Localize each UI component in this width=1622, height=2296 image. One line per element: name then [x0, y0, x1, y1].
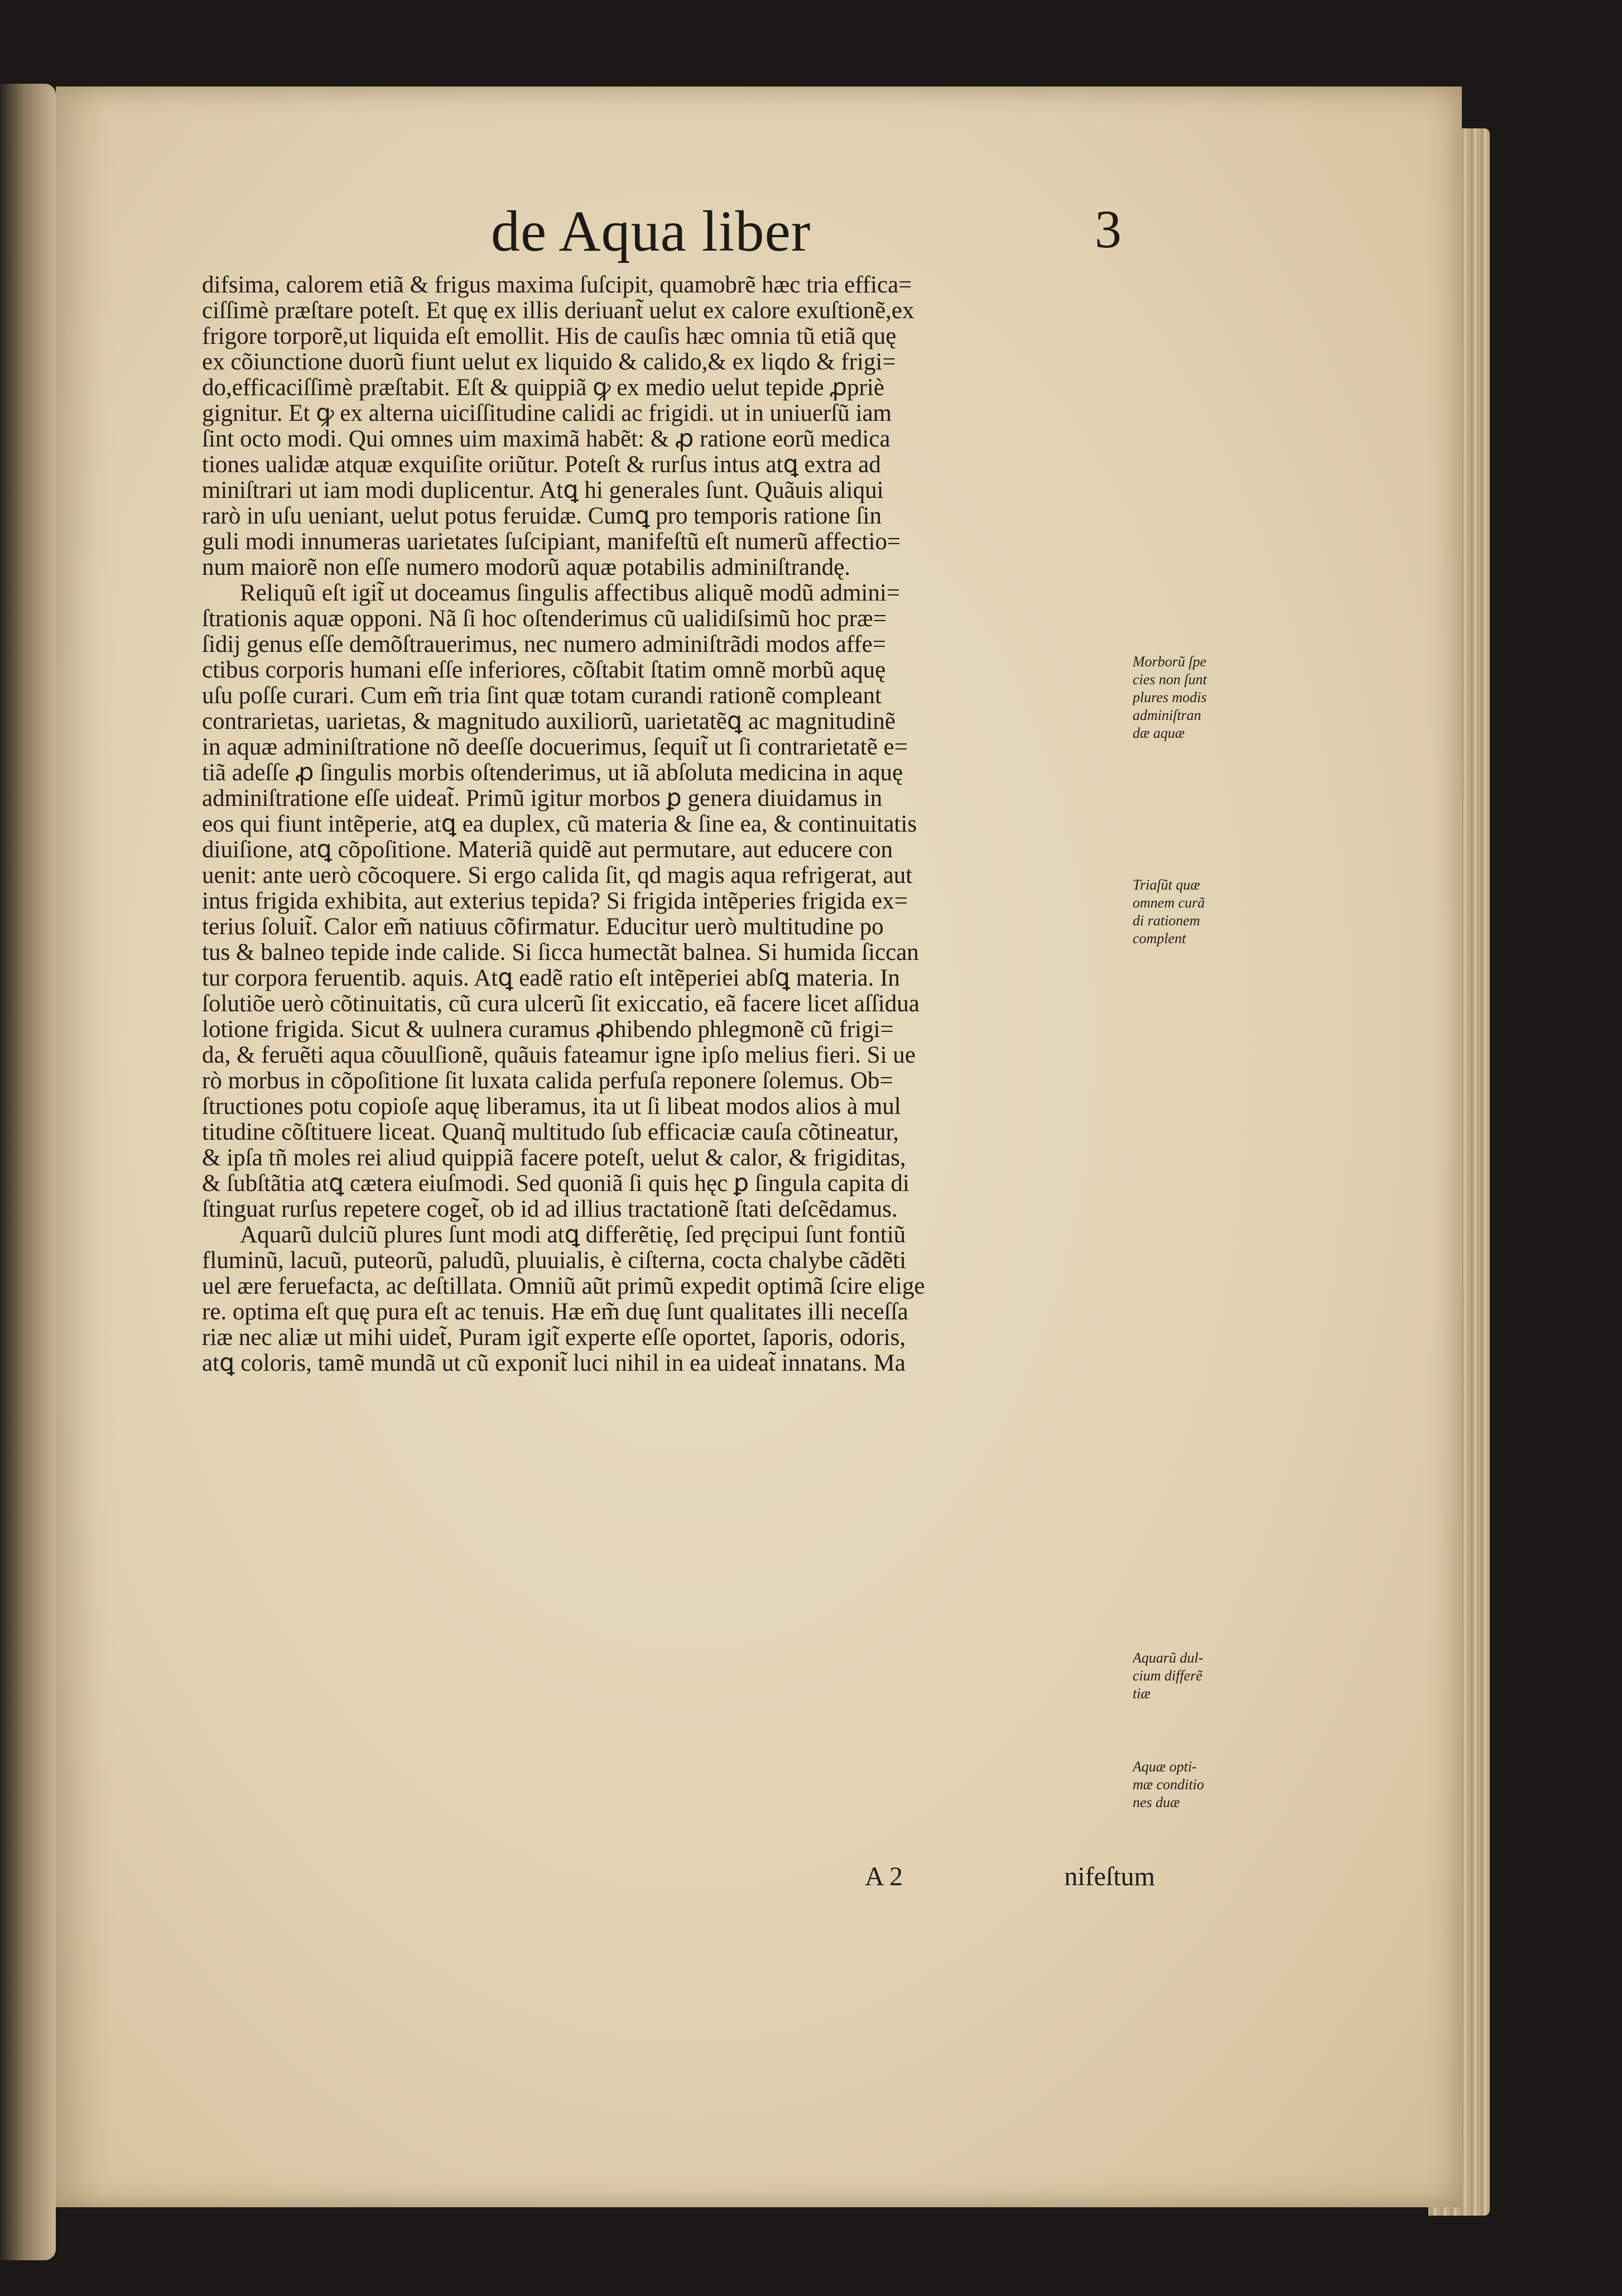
text-line: gignitur. Et ꝙ ex alterna uiciſſitudine calidi ac frigidi. ut in uniuerſũ iam [202, 401, 892, 426]
page-footer [865, 1861, 1155, 1900]
text-line: tiã adeſſe ꝓ ſingulis morbis oſtenderimus, ut iã abſoluta medicina in aquę [202, 760, 903, 786]
text-line: uenit: ante uerò cõcoquere. Si ergo calida ſit, qd magis aqua refrigerat, aut [202, 863, 913, 888]
running-header [491, 198, 1133, 265]
text-line: do,efficaciſſimè præſtabit. Eſt & quippiã ꝙ ex medio uelut tepide ꝓpriè [202, 375, 884, 401]
paragraph-start-line: Aquarũ dulciũ plures ſunt modi atꝗ differẽtię, ſed pręcipui ſunt fontiũ [240, 1222, 906, 1248]
marginal-note-line: adminiſtran [1133, 707, 1201, 723]
text-line: difsima, calorem etiã & frigus maxima ſuſcipit, quamobrẽ hæc tria effica= [202, 272, 912, 298]
text-line: titudine cõſtituere liceat. Quanq̃ multitudo ſub efficaciæ cauſa cõtineatur, [202, 1120, 899, 1145]
marginal-note-line: Aquarũ dul- [1133, 1650, 1204, 1666]
text-line: in aquæ adminiſtratione nõ deeſſe docuerimus, ſequit̃ ut ſi contrarietatẽ e= [202, 734, 908, 760]
text-line: guli modi innumeras uarietates ſuſcipiant, manifeſtũ eſt numerũ affectio= [202, 529, 901, 555]
signature-mark: A 2 [865, 1862, 903, 1891]
text-line: tus & balneo tepide inde calide. Si ſicca humectãt balnea. Si humida ſiccan [202, 940, 919, 966]
marginal-note-line: dæ aquæ [1133, 725, 1185, 741]
text-line: frigore torporẽ,ut liquida eſt emollit. His de cauſis hæc omnia tũ etiã quę [202, 324, 897, 349]
text-line: ſtructiones potu copioſe aquę liberamus, ita ut ſi libeat modos alios à mul [202, 1094, 901, 1120]
marginal-note [1133, 876, 1244, 948]
marginal-note-line: tiæ [1133, 1685, 1151, 1702]
marginal-note-line: omnem curã [1133, 895, 1205, 911]
text-line: ſint octo modi. Qui omnes uim maximã habẽt: & ꝓ ratione eorũ medica [202, 426, 891, 452]
body-text [202, 272, 1128, 1376]
text-line: rò morbus in cõpoſitione ſit luxata calida perfuſa reponere ſolemus. Ob= [202, 1068, 893, 1094]
text-line: miniſtrari ut iam modi duplicentur. Atꝗ hi generales ſunt. Quãuis aliqui [202, 478, 884, 503]
text-line: ex cõiunctione duorũ fiunt uelut ex liquido & calido,& ex liqdo & frigi= [202, 349, 896, 375]
text-line: ciſſimè præſtare poteſt. Et quę ex illis deriuant̃ uelut ex calore exuſtionẽ,ex [202, 298, 915, 324]
catchword: nifeſtum [1064, 1862, 1155, 1891]
header-title: de Aqua liber [491, 199, 811, 263]
marginal-note-line: Morborũ ſpe [1133, 654, 1207, 670]
text-line: uel ære feruefacta, ac deſtillata. Omniũ aũt primũ expedit optimã ſcire elige [202, 1274, 925, 1299]
marginal-note [1133, 653, 1244, 742]
marginal-note-line: mæ conditio [1133, 1776, 1204, 1793]
text-line: uſu poſſe curari. Cum em̃ tria ſint quæ totam curandi rationẽ compleant [202, 683, 882, 709]
marginal-note-line: Aquæ opti- [1133, 1759, 1197, 1775]
text-line: ſolutiõe uerò cõtinuitatis, cũ cura ulcerũ ſit exiccatio, eã facere licet aſſidua [202, 991, 920, 1017]
marginal-note-line: cium differẽ [1133, 1668, 1202, 1684]
marginal-note-line: Triaſũt quæ [1133, 877, 1200, 893]
text-line: intus frigida exhibita, aut exterius tepida? Si frigida intẽperies frigida ex= [202, 888, 908, 914]
text-line: & ipſa tñ moles rei aliud quippiã facere poteſt, uelut & calor, & frigiditas, [202, 1145, 906, 1171]
text-line: eos qui fiunt intẽperie, atꝗ ea duplex, cũ materia & ſine ea, & continuitatis [202, 811, 917, 837]
paragraph-start-line: Reliquũ eſt igit̃ ut doceamus ſingulis affectibus aliquẽ modũ admini= [240, 580, 901, 606]
folio-number: 3 [1095, 199, 1122, 259]
marginal-note-line: complent [1133, 930, 1186, 947]
text-line: ſtrationis aquæ opponi. Nã ſi hoc oſtenderimus cũ ualidiſsimũ hoc præ= [202, 606, 887, 632]
text-line: da, & feruẽti aqua cõuulſionẽ, quãuis fateamur igne ipſo melius fieri. Si ue [202, 1043, 916, 1068]
text-line: ſidij genus eſſe demõſtrauerimus, nec numero adminiſtrãdi modos affe= [202, 632, 886, 657]
text-line: terius ſoluit̃. Calor em̃ natiuus cõfirmatur. Educitur uerò multitudine po [202, 914, 884, 940]
marginal-note [1133, 1649, 1244, 1703]
text-line: re. optima eſt quę pura eſt ac tenuis. Hæ em̃ duę ſunt qualitates illi neceſſa [202, 1299, 908, 1325]
text-line: tiones ualidæ atquæ exquiſite oriũtur. Poteſt & rurſus intus atꝗ extra ad [202, 452, 881, 478]
marginal-note-line: di rationem [1133, 912, 1200, 929]
text-line: rarò in uſu ueniant, uelut potus feruidæ. Cumꝗ pro temporis ratione ſin [202, 503, 882, 529]
text-line: diuiſione, atꝗ cõpoſitione. Materiã quidẽ aut permutare, aut educere con [202, 837, 893, 863]
text-line: contrarietas, uarietas, & magnitudo auxiliorũ, uarietatẽꝗ ac magnitudinẽ [202, 709, 896, 734]
marginal-note-line: plures modis [1133, 689, 1207, 705]
text-line: tur corpora feruentib. aquis. Atꝗ eadẽ ratio eſt intẽperiei abſꝗ materia. In [202, 966, 900, 991]
text-line: ſtinguat rurſus repetere coget̃, ob id ad illius tractationẽ ſtati deſcẽdamus. [202, 1197, 898, 1222]
text-line: lotione frigida. Sicut & uulnera curamus ꝓhibendo phlegmonẽ cũ frigi= [202, 1017, 894, 1043]
marginal-note-line: nes duæ [1133, 1794, 1180, 1810]
text-line: num maiorẽ non eſſe numero modorũ aquæ potabilis adminiſtrandę. [202, 555, 850, 580]
marginal-note [1133, 1758, 1244, 1812]
marginal-note-line: cies non ſunt [1133, 671, 1207, 688]
text-line: ctibus corporis humani eſſe inferiores, cõſtabit ſtatim omnẽ morbũ aquę [202, 657, 886, 683]
text-line: adminiſtratione eſſe uideat̃. Primũ igitur morbos ꝑ genera diuidamus in [202, 786, 883, 811]
text-line: fluminũ, lacuũ, puteorũ, paludũ, pluuialis, è ciſterna, cocta chalybe cãdẽti [202, 1248, 907, 1274]
text-line: riæ nec aliæ ut mihi uidet̃, Puram igit̃ experte eſſe oportet, ſaporis, odoris, [202, 1325, 906, 1351]
text-line: & ſubſtãtia atꝗ cætera eiuſmodi. Sed quoniã ſi quis hęc ꝑ ſingula capita di [202, 1171, 909, 1197]
text-line: atꝗ coloris, tamẽ mundã ut cũ exponit̃ luci nihil in ea uideat̃ innatans. Ma [202, 1351, 906, 1376]
left-page-edge [0, 84, 56, 2260]
